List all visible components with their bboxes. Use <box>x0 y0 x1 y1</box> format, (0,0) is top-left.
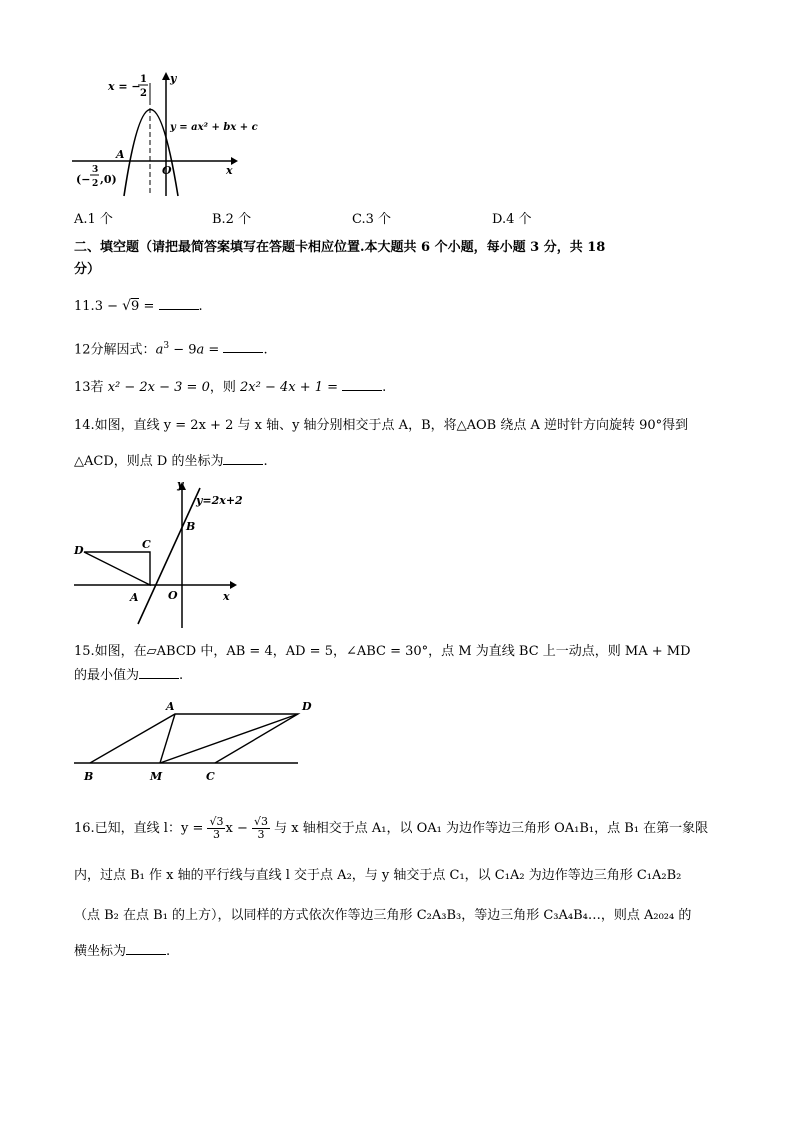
x-label: x <box>226 164 233 177</box>
answer-blank <box>159 297 199 310</box>
question-14-line-2: △ACD，则点 D 的坐标为 . <box>74 454 268 469</box>
svg-text:C: C <box>206 770 215 783</box>
answer-blank <box>126 942 166 955</box>
rotation-figure <box>68 478 248 630</box>
axis-eq-label: x = − <box>108 80 141 93</box>
choice-d: D.4 个 <box>492 212 532 227</box>
svg-text:A: A <box>166 700 175 713</box>
answer-blank <box>342 378 382 391</box>
curve-label: y = ax² + bx + c <box>170 122 258 133</box>
triangle-acd <box>84 552 150 585</box>
question-15-line-2: 的最小值为 . <box>74 668 184 683</box>
svg-text:(−: (− <box>76 173 91 186</box>
question-16-line-2: 内，过点 B₁ 作 x 轴的平行线与直线 l 交于点 A₂，与 y 轴交于点 C₁，以 C₁A₂ 为边作等边三角形 C₁A₂B₂ <box>74 868 682 883</box>
svg-text:A: A <box>130 591 139 604</box>
section-title: 二、填空题（请把最简答案填写在答题卡相应位置.本大题共 6 个小题，每小题 3 分，共 18 分） <box>74 240 606 277</box>
answer-blank <box>139 666 179 679</box>
answer-blank <box>223 452 263 465</box>
question-14-line-1: 14.如图，直线 y = 2x + 2 与 x 轴、y 轴分别相交于点 A，B，将△AOB 绕点 A 逆时针方向旋转 90°得到 <box>74 418 689 433</box>
svg-text:2: 2 <box>140 88 147 99</box>
question-15-line-1: 15.如图，在▱ABCD 中，AB = 4，AD = 5，∠ABC = 30°，点 M 为直线 BC 上一动点，则 MA + MD <box>74 644 691 659</box>
svg-text:O: O <box>168 589 178 602</box>
line-y-2x-2 <box>138 488 200 624</box>
line-label: y=2x+2 <box>196 494 243 507</box>
svg-text:B: B <box>84 770 94 783</box>
svg-text:B: B <box>186 520 196 533</box>
svg-text:1: 1 <box>140 74 147 85</box>
svg-text:C: C <box>142 538 151 551</box>
parallelogram-abcd <box>90 714 298 763</box>
question-12: 12分解因式：$a^3 - 9a$ = . <box>74 341 268 358</box>
svg-text:x: x <box>223 590 230 603</box>
question-13: 13若 x² − 2x − 3 = 0，则 2x² − 4x + 1 = . <box>74 380 387 395</box>
segment-md <box>160 714 298 763</box>
choice-b: B.2 个 <box>212 212 252 227</box>
question-16-line-4: 横坐标为 . <box>74 944 171 959</box>
question-11: 11.3 − √9 = . <box>74 298 203 314</box>
svg-text:3: 3 <box>92 165 99 175</box>
svg-text:,0): ,0) <box>100 173 117 186</box>
answer-blank <box>223 340 263 353</box>
svg-text:y: y <box>177 478 184 491</box>
svg-text:M: M <box>150 770 163 783</box>
origin-label: O <box>162 164 172 177</box>
y-label: y <box>170 72 177 85</box>
parabola-figure <box>66 68 258 198</box>
point-a-label: A <box>116 148 125 161</box>
svg-text:2: 2 <box>92 179 99 189</box>
parallelogram-figure <box>70 694 320 786</box>
question-16-line-1: 16.已知，直线 l：y = $\frac{√3}{3}$ x − $\frac{√3}{3}$ 与 x 轴相交于点 A₁，以 OA₁ 为边作等边三角形 OA₁B₁，点 B₁ 在第一象限 <box>74 815 709 841</box>
svg-text:D: D <box>74 544 84 557</box>
choice-a: A.1 个 <box>74 212 113 227</box>
question-16-line-3: （点 B₂ 在点 B₁ 的上方），以同样的方式依次作等边三角形 C₂A₃B₃，等边三角形 C₃A₄B₄…，则点 A₂₀₂₄ 的 <box>74 908 692 923</box>
svg-text:D: D <box>302 700 312 713</box>
choice-c: C.3 个 <box>352 212 392 227</box>
